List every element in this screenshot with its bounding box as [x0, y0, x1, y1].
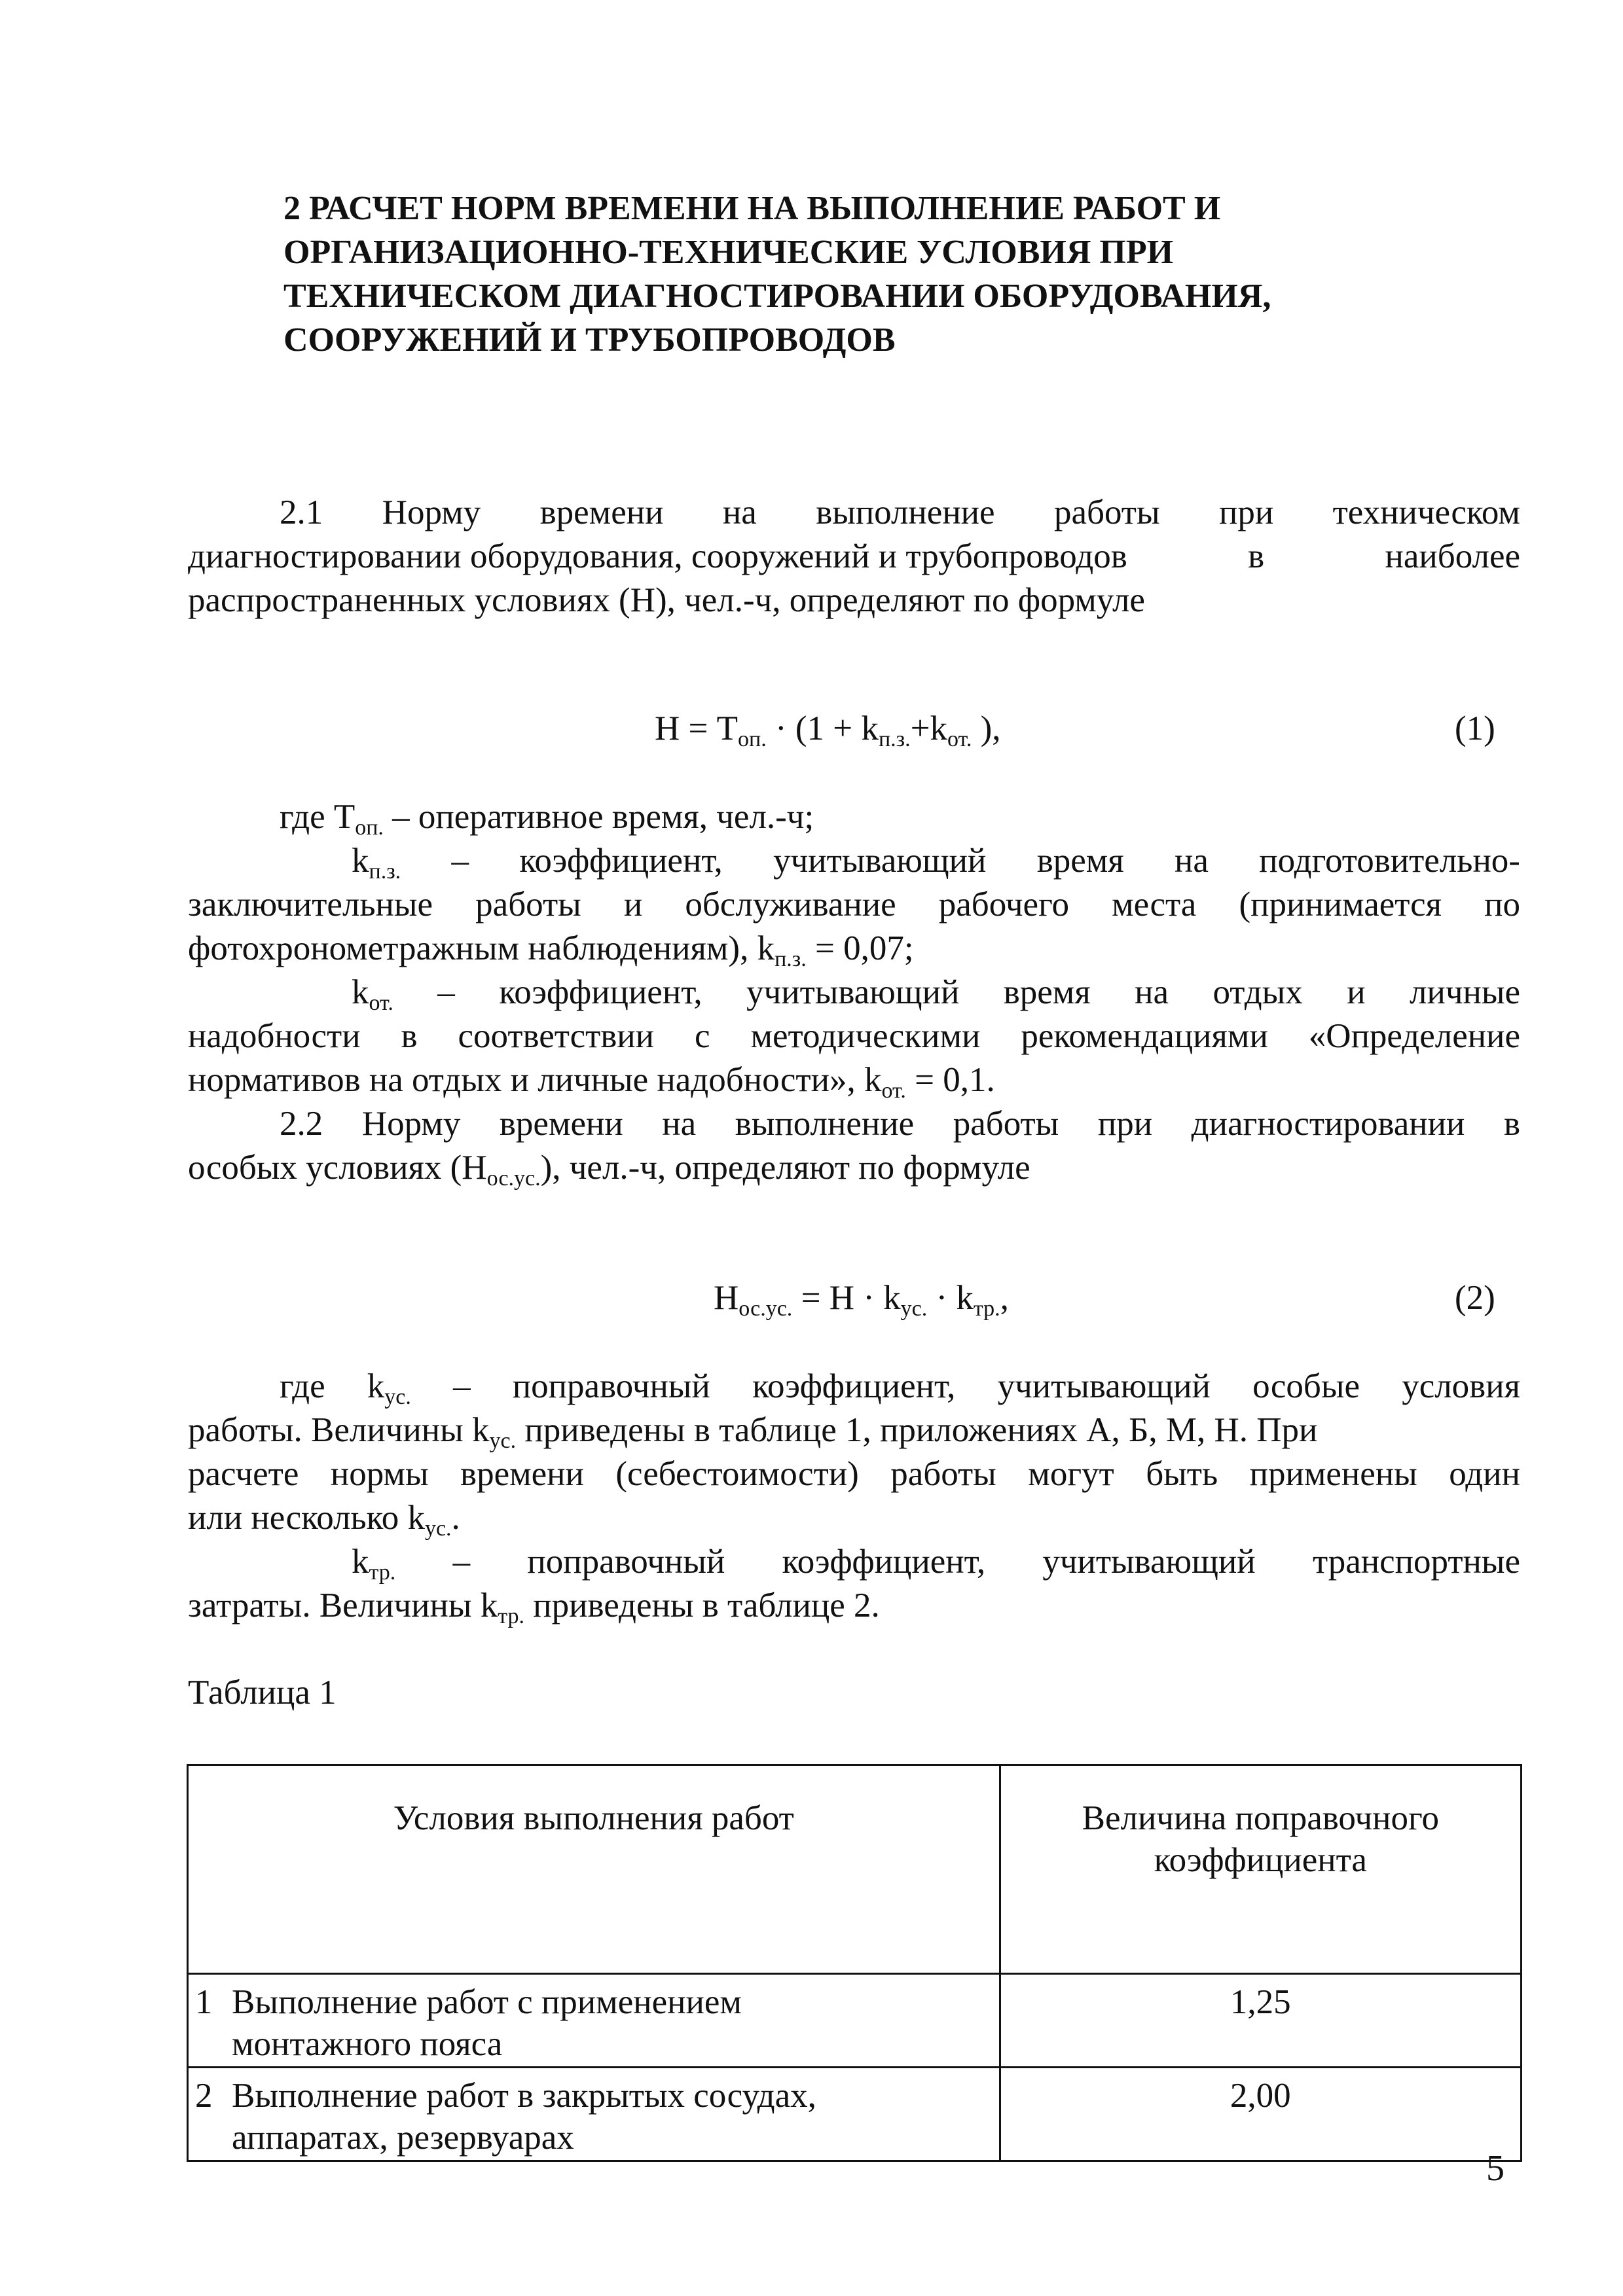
paragraph-2-2: 2.2 Норму времени на выполнение работы при диагностировании в [280, 1105, 1520, 1143]
word: в [1248, 537, 1265, 575]
word: техническом [1332, 493, 1520, 531]
paragraph-line: заключительные работы и обслуживание рабочего места (принимается по [188, 886, 1520, 924]
paragraph-line: фотохронометражным наблюдениям), $k_{п.з.} = 0,07$; [188, 929, 914, 971]
definition-kpz: $k_{п.з.}$ – коэффициент, учитывающий время на подготовительно- [352, 842, 1520, 884]
paragraph-line [188, 491, 1520, 535]
definitions-2 [188, 1365, 1520, 1628]
word: при [1218, 493, 1274, 531]
definition-top: где $Т_{оп.}$ – оперативное время, чел.-ч; [280, 798, 814, 840]
page-number: 5 [1486, 2148, 1504, 2189]
table-header-row [188, 1765, 1522, 1974]
correction-table [187, 1764, 1522, 2162]
formula-1-number: (1) [1455, 709, 1495, 747]
word: диагностировании оборудования, сооружений и трубопроводов [188, 537, 1127, 575]
column-header-conditions: Условия выполнения работ [188, 1765, 1000, 1974]
paragraph-2-1 [188, 491, 1520, 622]
heading-line: СООРУЖЕНИЙ И ТРУБОПРОВОДОВ [283, 321, 896, 359]
condition-cell: 1 Выполнение работ с применением монтажного пояса [188, 1974, 1000, 2068]
paragraph-line: нормативов на отдых и личные надобности», $k_{от.} = 0,1$. [188, 1061, 995, 1103]
paragraph-line [188, 535, 1520, 579]
condition-cell: 2 Выполнение работ в закрытых сосудах, аппаратах, резервуарах [188, 2068, 1000, 2161]
paragraph-line: расчете нормы времени (себестоимости) работы могут быть применены один [188, 1455, 1520, 1493]
paragraph-line: или несколько $k_{ус.}$. [188, 1499, 460, 1541]
paragraph-line: работы. Величины $k_{ус.}$ приведены в таблице 1, приложениях А, Б, М, Н. При [188, 1411, 1318, 1453]
word: наиболее [1385, 537, 1520, 575]
word: 2.1 [280, 493, 323, 531]
paragraph-line: особых условиях $(Н_{ос.ус.})$, чел.-ч, определяют по формуле [188, 1149, 1030, 1191]
word: выполнение [816, 493, 995, 531]
word: времени [539, 493, 664, 531]
coefficient-cell: 2,00 [1000, 2068, 1521, 2161]
table-row [188, 2068, 1522, 2161]
word: на [722, 493, 757, 531]
formula-2-number: (2) [1455, 1279, 1495, 1317]
section-heading [283, 187, 1462, 362]
paragraph-line: распространенных условиях (Н), чел.-ч, определяют по формуле [188, 581, 1145, 619]
formula-2: $Н_{ос.ус.} = Н \cdot k_{ус.} \cdot k_{тр.}$, [714, 1279, 1009, 1321]
definitions-1 [188, 795, 1520, 1190]
definition-kot: $k_{от.}$ – коэффициент, учитывающий время на отдых и личные [352, 973, 1520, 1015]
formula-1: $Н = Т_{оп.} \cdot (1 + k_{п.з.}+k_{от.}$ ), [655, 709, 1001, 751]
table-caption: Таблица 1 [188, 1674, 337, 1712]
heading-line: 2 РАСЧЕТ НОРМ ВРЕМЕНИ НА ВЫПОЛНЕНИЕ РАБОТ И [283, 190, 1221, 227]
paragraph-line: надобности в соответствии с методическими рекомендациями «Определение [188, 1017, 1520, 1055]
definition-kus: где $k_{ус.}$ – поправочный коэффициент, учитывающий особые условия [280, 1367, 1520, 1409]
word: Норму [382, 493, 481, 531]
paragraph-line: затраты. Величины $k_{тр.}$ приведены в таблице 2. [188, 1587, 880, 1628]
table-row [188, 1974, 1522, 2068]
heading-line: ОРГАНИЗАЦИОННО-ТЕХНИЧЕСКИЕ УСЛОВИЯ ПРИ [283, 234, 1174, 271]
column-header-coefficient: Величина поправочного коэффициента [1000, 1765, 1521, 1974]
heading-line: ТЕХНИЧЕСКОМ ДИАГНОСТИРОВАНИИ ОБОРУДОВАНИЯ, [283, 278, 1271, 315]
coefficient-cell: 1,25 [1000, 1974, 1521, 2068]
definition-ktr: $k_{тр.}$ – поправочный коэффициент, учитывающий транспортные [352, 1543, 1520, 1585]
word: работы [1054, 493, 1160, 531]
